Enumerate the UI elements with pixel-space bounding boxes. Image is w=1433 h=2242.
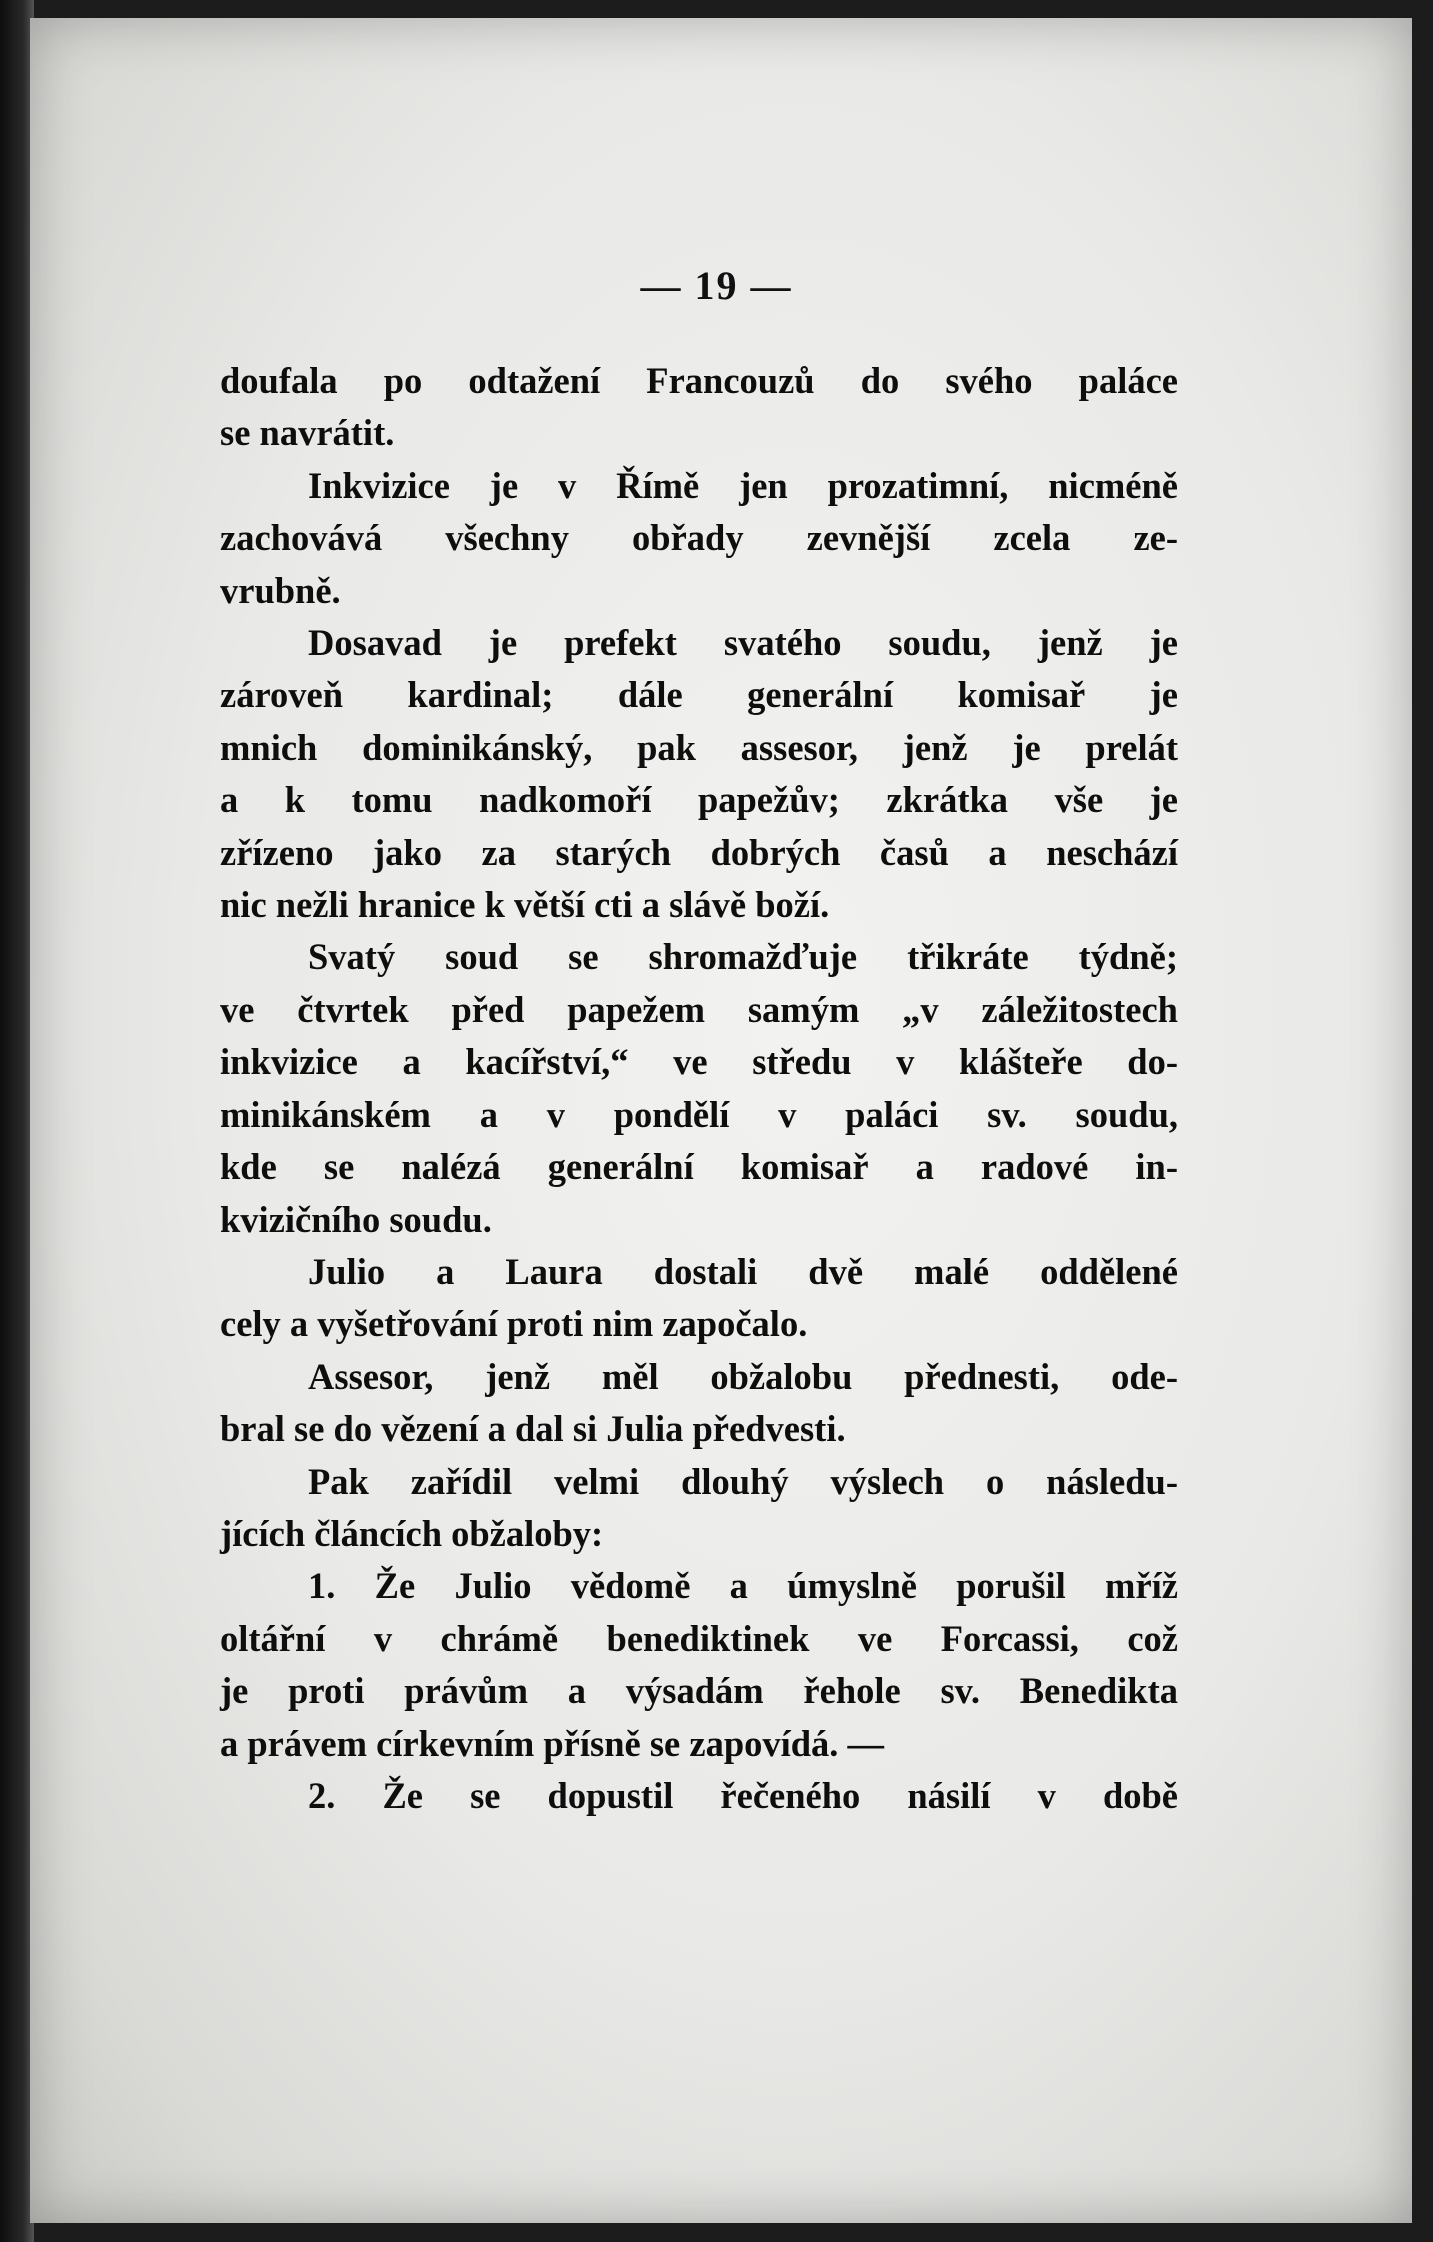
text-line: jících článcích obžaloby:	[220, 1512, 604, 1554]
page-number: — 19 —	[640, 263, 793, 308]
text-line: oltářní v chrámě benediktinek ve Forcassi, což	[220, 1617, 1178, 1659]
text-line: zřízeno jako za starých dobrých časů a neschází	[220, 831, 1178, 873]
text-line: Pak zařídil velmi dlouhý výslech o následu-	[308, 1460, 1178, 1502]
text-line: 2. Že se dopustil řečeného násilí v době	[308, 1774, 1178, 1816]
text-line: Svatý soud se shromažďuje třikráte týdně;	[308, 936, 1178, 978]
text-line: kvizičního soudu.	[220, 1198, 492, 1240]
text-line: 1. Že Julio vědomě a úmyslně porušil mříž	[308, 1565, 1178, 1607]
text-line: nic nežli hranice k větší cti a slávě boží.	[220, 884, 830, 926]
text-line: Julio a Laura dostali dvě malé oddělené	[308, 1250, 1178, 1292]
text-line: cely a vyšetřování proti nim započalo.	[220, 1303, 808, 1345]
text-line: Inkvizice je v Římě jen prozatimní, nicméně	[308, 464, 1178, 506]
text-line: Assesor, jenž měl obžalobu přednesti, ode-	[308, 1355, 1178, 1397]
text-line: zachovává všechny obřady zevnější zcela ze-	[220, 517, 1178, 559]
text-line: je proti právům a výsadám řeholе sv. Benedikta	[220, 1670, 1178, 1712]
text-line: a právem církevním přísně se zapovídá. —	[220, 1722, 885, 1764]
text-line: doufala po odtažení Francouzů do svého paláce	[220, 360, 1178, 401]
text-line: ve čtvrtek před papežem samým „v záležitostech	[220, 988, 1178, 1030]
text-line: kde se nalézá generální komisař a radové in-	[220, 1146, 1178, 1188]
text-line: Dosavad je prefekt svatého soudu, jenž je	[308, 622, 1178, 664]
book-binding-edge	[0, 0, 34, 2242]
text-line: se navrátit.	[220, 412, 395, 454]
text-line: vrubně.	[220, 569, 341, 611]
text-line: a k tomu nadkomoří papežův; zkrátka vše je	[220, 779, 1178, 821]
body-text	[220, 355, 1178, 1822]
text-line: mnich dominikánský, pak assesor, jenž je prelát	[220, 726, 1178, 768]
text-line: zároveň kardinal; dále generální komisař je	[220, 674, 1178, 716]
text-line: bral se do vězení a dal si Julia předvesti.	[220, 1408, 846, 1450]
text-line: inkvizice a kacířství,“ ve středu v klášteře do-	[220, 1041, 1178, 1083]
text-line: minikánském a v pondělí v paláci sv. soudu,	[220, 1093, 1178, 1135]
